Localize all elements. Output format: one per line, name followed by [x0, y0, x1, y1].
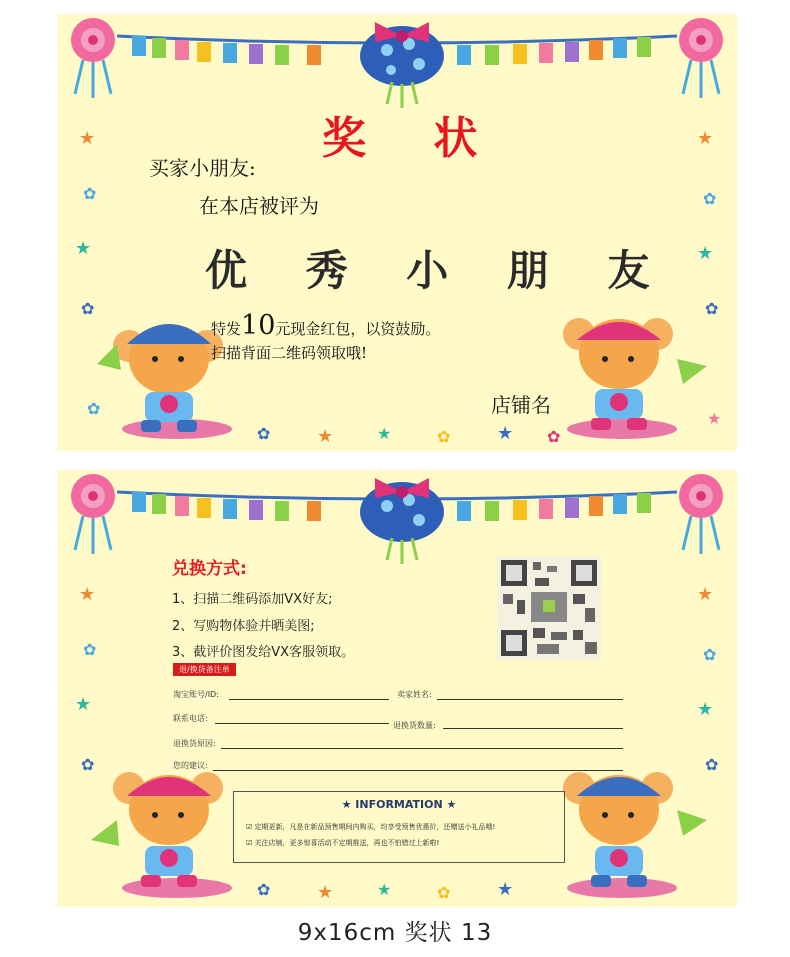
info-note-2 — [246, 838, 439, 848]
svg-text:★: ★ — [75, 694, 92, 715]
certificate-front — [57, 14, 737, 451]
bear-mascot-icon — [563, 318, 707, 439]
svg-text:✿: ✿ — [81, 755, 95, 774]
reward-line — [211, 310, 440, 341]
svg-text:✿: ✿ — [437, 883, 451, 902]
redeem-step-2: 2、写购物体验并晒美图; — [172, 619, 315, 634]
form-tag: 退/换货备注单 — [173, 663, 236, 676]
award-intro: 在本店被评为 — [199, 194, 319, 218]
svg-text:★: ★ — [697, 699, 714, 720]
bear-mascot-icon — [563, 772, 707, 898]
field-line-phone[interactable] — [215, 723, 389, 724]
svg-text:★: ★ — [377, 424, 392, 443]
flower-icon — [679, 18, 723, 98]
bow-icon — [360, 478, 444, 564]
svg-text:✿: ✿ — [257, 880, 271, 899]
svg-text:★: ★ — [317, 882, 334, 903]
information-box — [233, 791, 565, 863]
qr-code-icon — [497, 556, 601, 660]
svg-text:★: ★ — [377, 880, 392, 899]
reward-amount: 10 — [241, 310, 276, 341]
svg-text:✿: ✿ — [703, 645, 717, 664]
svg-text:★: ★ — [75, 238, 92, 259]
shop-name: 店铺名 — [491, 393, 551, 417]
field-line-reason[interactable] — [221, 748, 623, 749]
field-label-suggestion: 您的建议: — [173, 761, 208, 770]
flower-icon — [71, 18, 115, 98]
certificate-title: 奖 状 — [322, 113, 504, 164]
product-caption: 9x16cm 奖状 13 — [297, 920, 493, 946]
field-line-taobao-id[interactable] — [229, 699, 389, 700]
info-note-text: 关注店铺，更多惊喜活动不定期推送，再也不怕错过上新啦! — [254, 839, 440, 847]
decor-front — [57, 14, 737, 451]
bear-mascot-icon — [91, 772, 232, 898]
flower-icon — [71, 474, 115, 554]
reward-suffix: 元现金红包，以资鼓励。 — [275, 320, 441, 338]
field-line-suggestion[interactable] — [213, 770, 623, 771]
info-note-text: 定期更新，凡是在新品预售期间内购买，均享受预售优惠价，还赠送小礼品哦! — [254, 823, 496, 831]
flower-icon — [679, 474, 723, 554]
svg-text:★: ★ — [497, 423, 514, 444]
bow-icon — [360, 22, 444, 108]
honor-title: 优 秀 小 朋 友 — [205, 246, 672, 295]
information-title: ★ INFORMATION ★ — [341, 798, 457, 811]
svg-text:★: ★ — [79, 128, 96, 149]
svg-text:✿: ✿ — [257, 424, 271, 443]
field-line-buyer-name[interactable] — [437, 699, 623, 700]
svg-text:★: ★ — [497, 879, 514, 900]
svg-text:✿: ✿ — [83, 640, 97, 659]
salutation: 买家小朋友: — [149, 156, 256, 180]
svg-text:✿: ✿ — [437, 427, 451, 446]
svg-text:★: ★ — [79, 584, 96, 605]
redeem-step-3: 3、截评价图发给VX客服领取。 — [172, 645, 355, 660]
svg-text:★: ★ — [317, 426, 334, 447]
field-label-reason: 退换货原因: — [173, 739, 216, 748]
svg-text:★: ★ — [707, 409, 722, 428]
info-note-1 — [246, 822, 495, 832]
field-label-taobao-id: 淘宝账号/ID: — [173, 690, 219, 699]
svg-text:★: ★ — [697, 243, 714, 264]
svg-text:✿: ✿ — [81, 299, 95, 318]
svg-text:✿: ✿ — [547, 427, 561, 446]
field-line-qty[interactable] — [443, 728, 623, 729]
field-label-phone: 联系电话: — [173, 714, 208, 723]
redeem-step-1: 1、扫描二维码添加VX好友; — [172, 592, 333, 607]
checkbox-icon: ☑ — [246, 823, 255, 831]
svg-text:✿: ✿ — [83, 184, 97, 203]
svg-text:✿: ✿ — [703, 189, 717, 208]
svg-text:✿: ✿ — [87, 399, 101, 418]
certificate-back — [57, 470, 737, 907]
field-label-buyer-name: 卖家姓名: — [397, 690, 432, 699]
field-label-qty: 退换货数量: — [393, 721, 436, 730]
checkbox-icon: ☑ — [246, 839, 255, 847]
redeem-title: 兑换方式: — [172, 559, 247, 579]
reward-instruction: 扫描背面二维码领取哦! — [211, 344, 368, 362]
svg-text:★: ★ — [697, 584, 714, 605]
svg-text:✿: ✿ — [705, 299, 719, 318]
svg-text:★: ★ — [697, 128, 714, 149]
svg-text:✿: ✿ — [705, 755, 719, 774]
reward-prefix: 特发 — [211, 320, 242, 338]
